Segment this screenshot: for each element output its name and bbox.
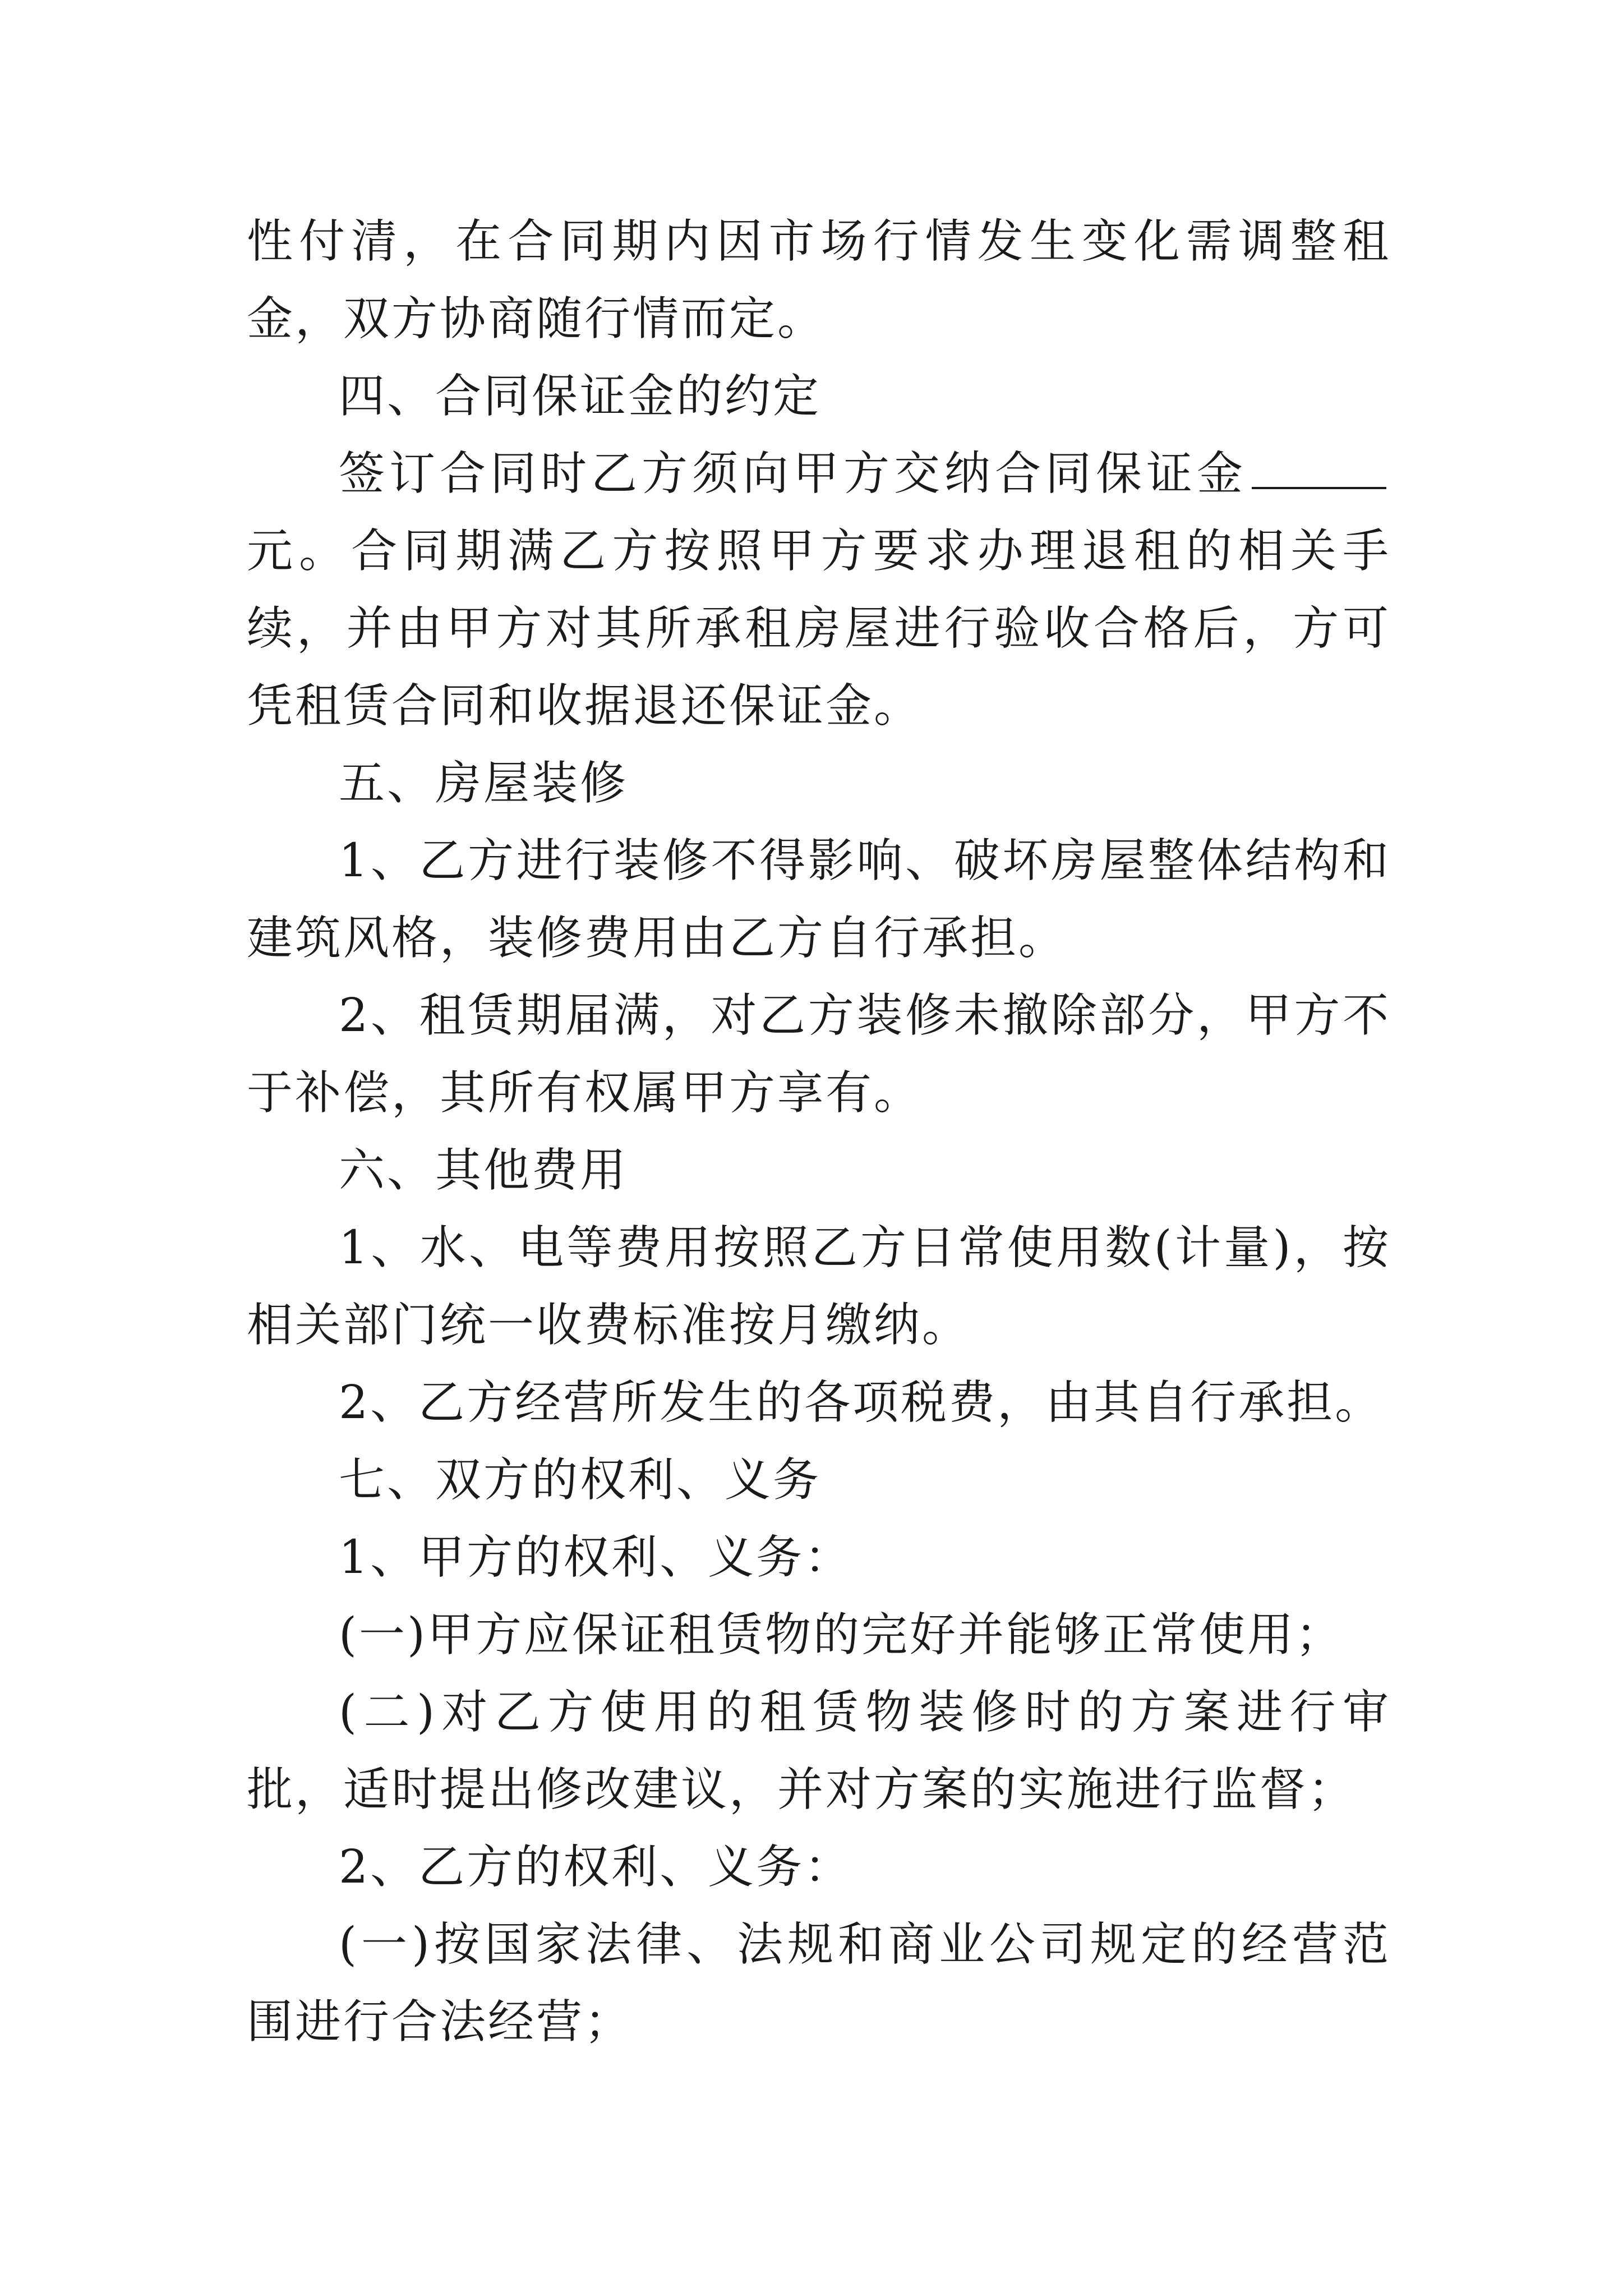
paragraph: 1、水、电等费用按照乙方日常使用数(计量)，按相关部门统一收费标准按月缴纳。 [247, 1221, 1391, 1352]
section-heading: 六、其他费用 [339, 1144, 629, 1197]
paragraph: (一)按国家法律、法规和商业公司规定的经营范围进行合法经营； [247, 1918, 1391, 2049]
fill-in-blank [1252, 448, 1386, 489]
paragraph: 1、甲方的权利、义务： [339, 1531, 853, 1584]
paragraph [247, 435, 1391, 745]
paragraph: 2、租赁期届满，对乙方装修未撤除部分，甲方不于补偿，其所有权属甲方享有。 [247, 989, 1391, 1120]
paragraph: (二)对乙方使用的租赁物装修时的方案进行审批，适时提出修改建议，并对方案的实施进行监督； [247, 1686, 1391, 1816]
document-body [247, 203, 1391, 2061]
paragraph: 2、乙方的权利、义务： [339, 1841, 853, 1894]
paragraph-text: 签订合同时乙方须向甲方交纳合同保证金 [339, 447, 1247, 500]
paragraph: 性付清，在合同期内因市场行情发生变化需调整租金，双方协商随行情而定。 [247, 215, 1391, 346]
paragraph: 2、乙方经营所发生的各项税费，由其自行承担。 [339, 1376, 1384, 1429]
section-heading: 四、合同保证金的约定 [339, 370, 822, 423]
paragraph: 1、乙方进行装修不得影响、破坏房屋整体结构和建筑风格，装修费用由乙方自行承担。 [247, 834, 1391, 965]
section-heading: 七、双方的权利、义务 [339, 1453, 822, 1507]
section-heading: 五、房屋装修 [339, 757, 629, 810]
paragraph-text: 元。合同期满乙方按照甲方要求办理退租的相关手续，并由甲方对其所承租房屋进行验收合格后，方可凭租赁合同和收据退还保证金。 [247, 524, 1391, 733]
paragraph: (一)甲方应保证租赁物的完好并能够正常使用； [339, 1608, 1344, 1662]
